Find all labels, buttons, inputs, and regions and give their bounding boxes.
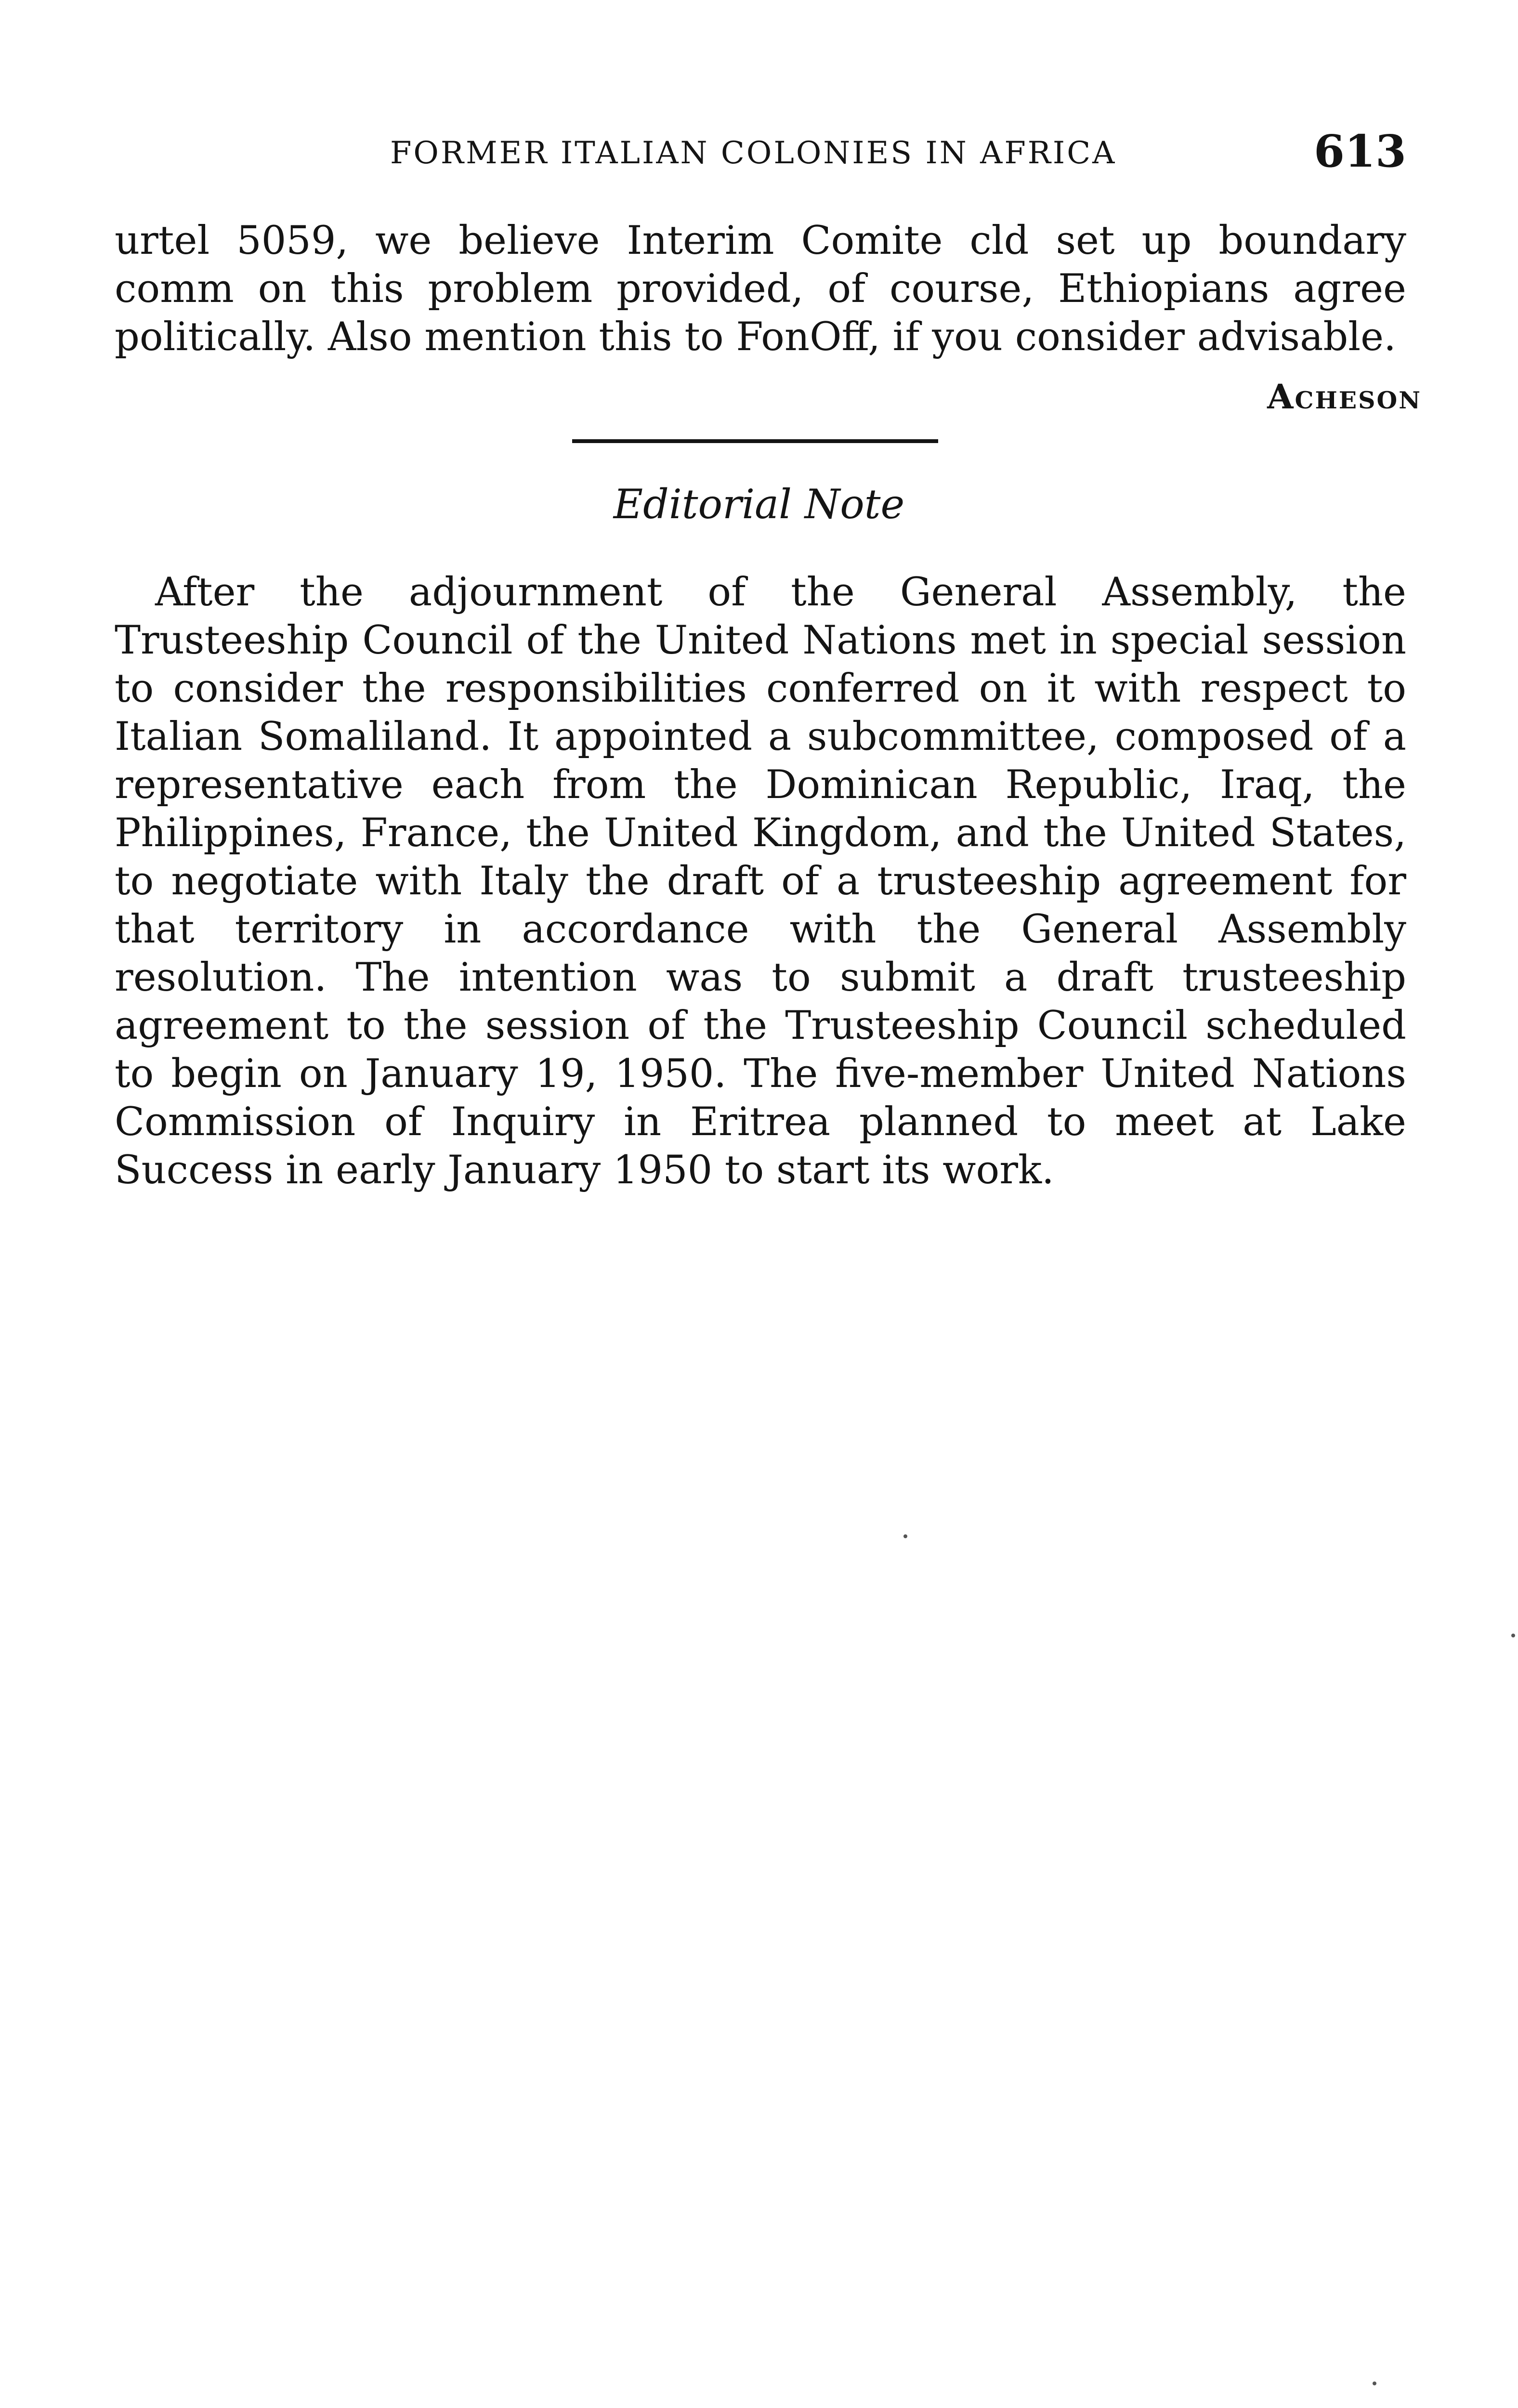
print-speck <box>1511 1634 1515 1637</box>
page-number: 613 <box>1313 125 1406 177</box>
running-title: FORMER ITALIAN COLONIES IN AFRICA <box>390 135 1117 171</box>
signature: Acheson <box>1267 377 1422 417</box>
continuation-paragraph <box>115 217 1406 361</box>
print-speck <box>903 1534 907 1538</box>
editorial-note-text: After the adjournment of the General Assembly, the Trusteeship Council of the United Nations met in special session to consider the responsibilities conferred on it with respect to Italian Somaliland. It appointed a subcommittee, composed of a representative each from the Dominican Republic, Iraq, the Philippines, France, the United Kingdom, and the United States, to negotiate with Italy the draft of a trusteeship agreement for that territory in accordance with the General Assembly resolution. The intention was to submit a draft trusteeship agreement to the session of the Trusteeship Council scheduled to begin on January 19, 1950. The five-member United Nations Commission of Inquiry in Eritrea planned to meet at Lake Success in early January 1950 to start its work. <box>115 570 1406 1193</box>
print-speck <box>1373 2382 1376 2385</box>
editorial-note-heading: Editorial Note <box>613 481 905 528</box>
continuation-text: urtel 5059, we believe Interim Comite cld set up boundary comm on this problem provided, of course, Ethiopians agree politically. Also mention this to FonOff, if you consider advisable. <box>115 218 1406 360</box>
running-head <box>116 125 1406 177</box>
editorial-note-paragraph <box>115 568 1406 1194</box>
section-divider <box>572 439 938 443</box>
